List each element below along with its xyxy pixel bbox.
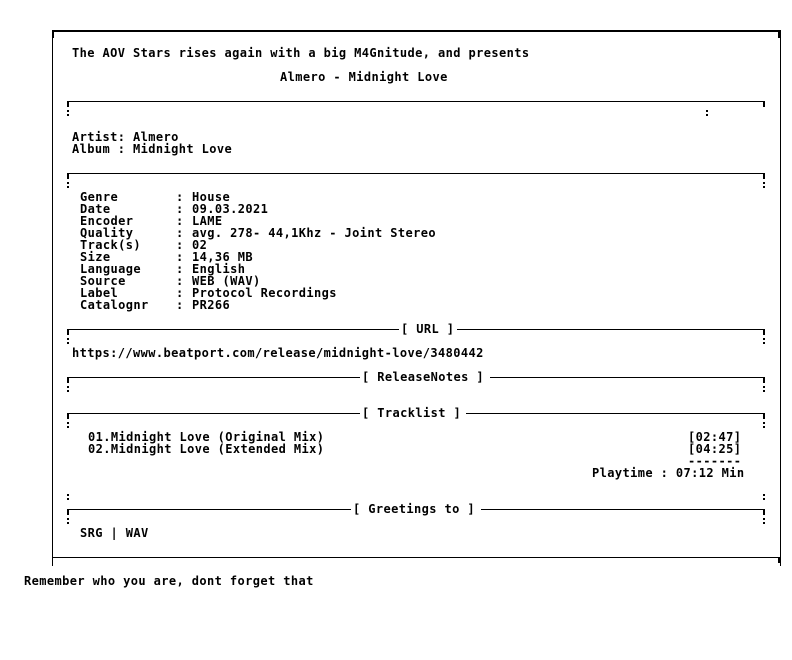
rule-dots — [67, 338, 69, 344]
release-url-link[interactable]: https://www.beatport.com/release/midnight-love/3480442 — [72, 346, 484, 360]
rule-dots — [67, 110, 69, 116]
info-key-tracks: Track(s) — [80, 238, 141, 252]
rule-dots — [67, 518, 69, 524]
album-row: Album : Midnight Love — [72, 142, 233, 156]
playtime-total: Playtime : 07:12 Min — [592, 466, 745, 480]
info-sep: : — [176, 262, 184, 276]
info-value-encoder: LAME — [192, 214, 223, 228]
info-value-quality: avg. 278- 44,1Khz - Joint Stereo — [192, 226, 436, 240]
section-rule — [490, 377, 764, 378]
rule-dots — [67, 422, 69, 428]
info-key-size: Size — [80, 250, 111, 264]
rule-dots — [763, 422, 765, 428]
info-sep: : — [176, 274, 184, 288]
playtime-separator: ------- — [688, 454, 742, 468]
info-value-label: Protocol Recordings — [192, 286, 337, 300]
rule-dots — [67, 494, 69, 500]
info-sep: : — [176, 226, 184, 240]
section-rule — [67, 101, 764, 102]
greetings-section-header: [ Greetings to ] — [353, 502, 475, 516]
greetings-text: SRG | WAV — [80, 526, 149, 540]
section-rule — [466, 413, 764, 414]
info-value-date: 09.03.2021 — [192, 202, 269, 216]
track-title: 02.Midnight Love (Extended Mix) — [88, 442, 325, 456]
section-rule — [481, 509, 764, 510]
section-rule — [67, 509, 351, 510]
intro-line: The AOV Stars rises again with a big M4Gnitude, and presents — [72, 46, 530, 60]
rule-dots — [763, 182, 765, 188]
section-rule — [67, 377, 360, 378]
rule-dots — [763, 518, 765, 524]
info-key-source: Source — [80, 274, 126, 288]
tracklist-section-header: [ Tracklist ] — [362, 406, 462, 420]
outer-frame-bottom — [52, 557, 780, 558]
rule-tick — [763, 329, 765, 335]
album-value: Midnight Love — [133, 142, 233, 156]
outer-frame-tick — [778, 30, 780, 38]
info-key-date: Date — [80, 202, 111, 216]
info-key-genre: Genre — [80, 190, 119, 204]
rule-tick — [763, 101, 765, 107]
info-sep: : — [176, 202, 184, 216]
track-title: 01.Midnight Love (Original Mix) — [88, 430, 325, 444]
info-sep: : — [176, 238, 184, 252]
footer-tagline: Remember who you are, dont forget that — [24, 574, 314, 588]
info-value-genre: House — [192, 190, 231, 204]
rule-tick — [67, 509, 69, 515]
rule-tick — [67, 329, 69, 335]
outer-frame-tick — [778, 557, 780, 563]
info-value-catalognr: PR266 — [192, 298, 231, 312]
section-rule — [67, 329, 399, 330]
info-value-language: English — [192, 262, 246, 276]
track-duration: [02:47] — [688, 430, 742, 444]
info-key-quality: Quality — [80, 226, 134, 240]
info-value-tracks: 02 — [192, 238, 208, 252]
release-title: Almero - Midnight Love — [280, 70, 448, 84]
artist-label: Artist — [72, 130, 118, 144]
artist-row: Artist: Almero — [72, 130, 179, 144]
info-key-label: Label — [80, 286, 119, 300]
info-key-encoder: Encoder — [80, 214, 134, 228]
rule-tick — [67, 413, 69, 419]
rule-dots — [706, 110, 708, 116]
rule-tick — [763, 173, 765, 179]
rule-dots — [763, 338, 765, 344]
rule-dots — [763, 386, 765, 392]
section-rule — [67, 173, 764, 174]
rule-tick — [67, 101, 69, 107]
track-duration: [04:25] — [688, 442, 742, 456]
info-key-language: Language — [80, 262, 141, 276]
section-rule — [457, 329, 764, 330]
info-value-size: 14,36 MB — [192, 250, 253, 264]
info-sep: : — [176, 298, 184, 312]
rule-tick — [763, 377, 765, 383]
outer-frame — [52, 30, 781, 566]
info-sep: : — [176, 250, 184, 264]
info-value-source: WEB (WAV) — [192, 274, 261, 288]
info-sep: : — [176, 286, 184, 300]
info-sep: : — [176, 190, 184, 204]
artist-value: Almero — [133, 130, 179, 144]
info-key-catalognr: Catalognr — [80, 298, 149, 312]
rule-tick — [763, 413, 765, 419]
rule-dots — [67, 386, 69, 392]
rule-dots — [763, 494, 765, 500]
album-label: Album — [72, 142, 111, 156]
rule-dots — [67, 182, 69, 188]
rule-tick — [763, 509, 765, 515]
rule-tick — [67, 377, 69, 383]
outer-frame-tick — [52, 30, 54, 38]
section-rule — [67, 413, 360, 414]
url-section-header: [ URL ] — [401, 322, 455, 336]
rule-tick — [67, 173, 69, 179]
release-notes-section-header: [ ReleaseNotes ] — [362, 370, 484, 384]
info-sep: : — [176, 214, 184, 228]
